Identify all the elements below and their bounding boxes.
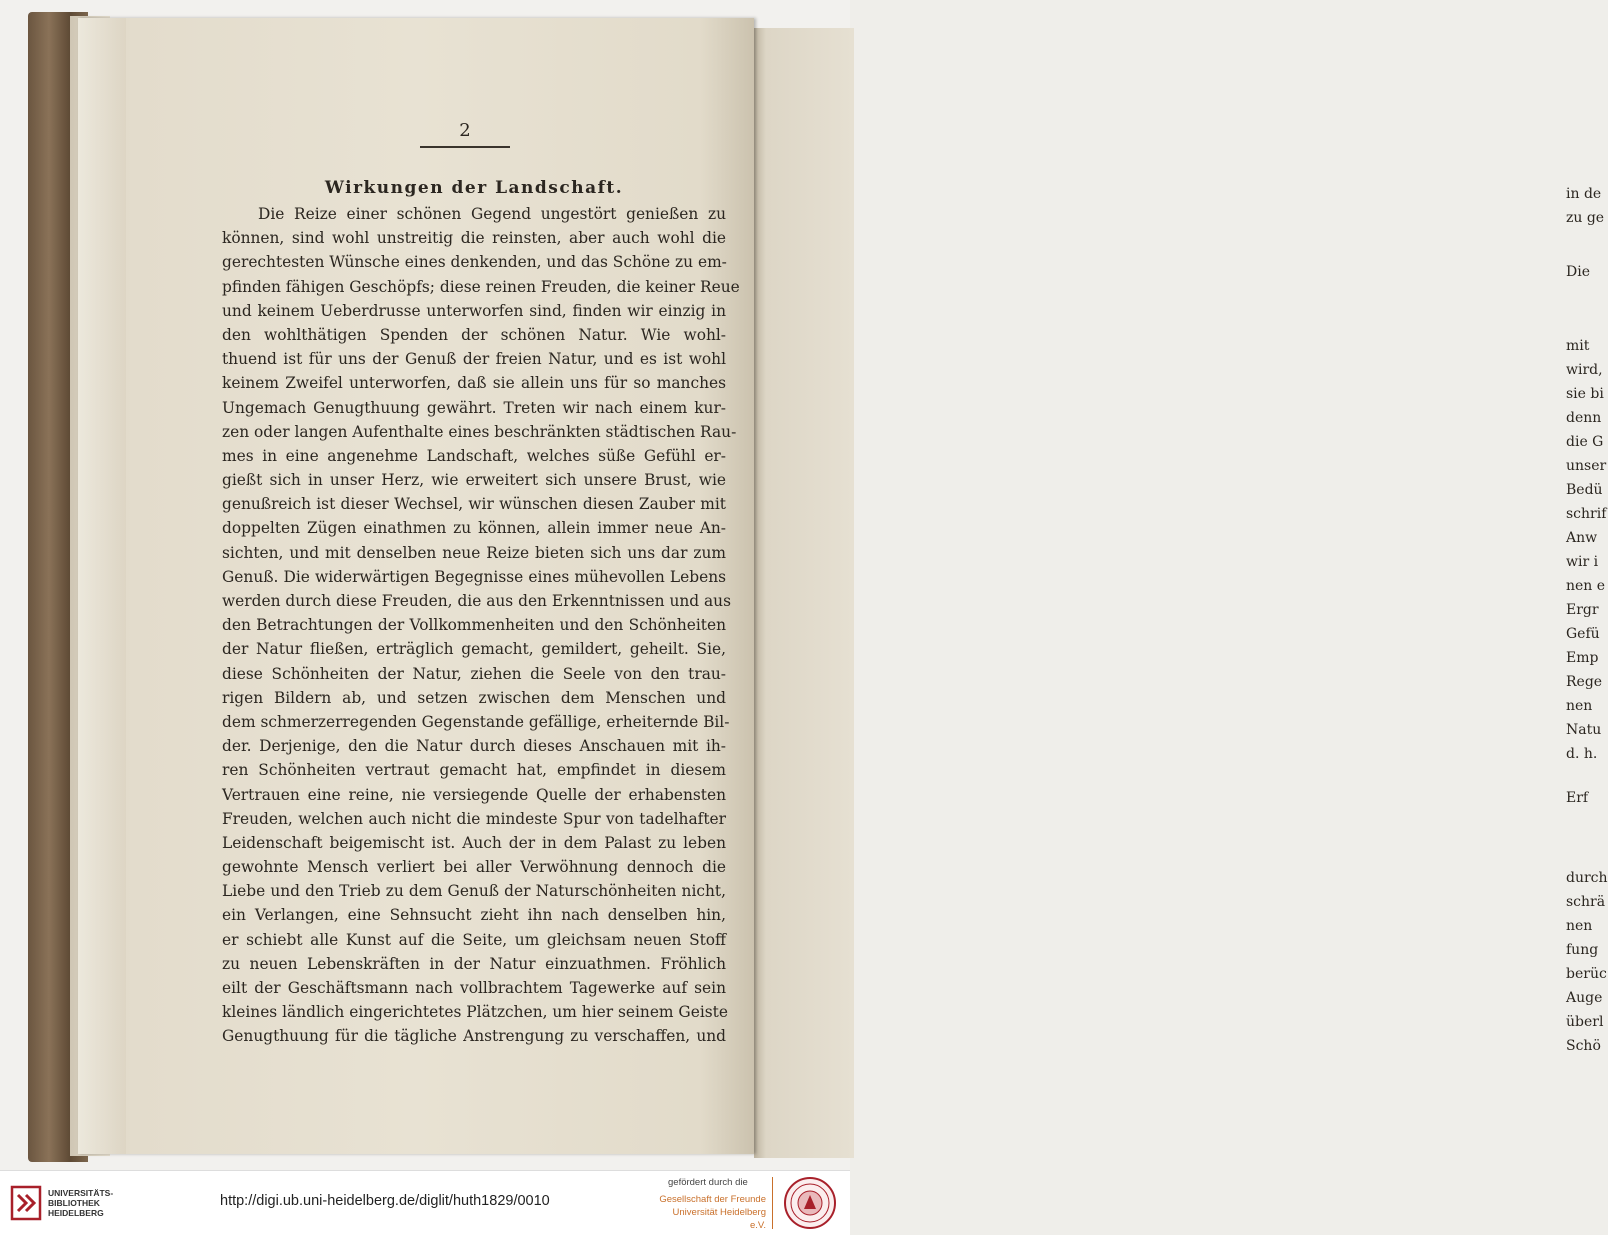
next-page-fragment: nen xyxy=(1566,698,1593,714)
next-page-fragment: berüc xyxy=(1566,966,1607,982)
sponsor-name-line2: Universität Heidelberg e.V. xyxy=(672,1207,766,1231)
text-line: Die Reize einer schönen Gegend ungestört genießen zu xyxy=(258,205,726,223)
text-line: Genugthuung für die tägliche Anstrengung zu verschaffen, und xyxy=(222,1027,726,1046)
next-page-fragment: unser xyxy=(1566,458,1607,474)
text-line: Liebe und den Trieb zu dem Genuß der Naturschönheiten nicht, xyxy=(222,882,726,901)
text-line: Freuden, welchen auch nicht die mindeste Spur von tadelhafter xyxy=(222,809,726,828)
text-line: thuend ist für uns der Genuß der freien Natur, und es ist wohl xyxy=(222,350,726,369)
next-page-fragment: in de xyxy=(1566,186,1602,202)
next-page-fragment: zu ge xyxy=(1566,210,1605,226)
chapter-heading: Wirkungen der Landschaft. xyxy=(324,178,624,198)
next-page-fragment: Bedü xyxy=(1566,482,1603,498)
next-page-fragment: Ergr xyxy=(1566,602,1599,618)
next-page-fragment: Schö xyxy=(1566,1038,1601,1054)
text-line: können, sind wohl unstreitig die reinsten, aber auch wohl die xyxy=(222,229,726,248)
next-page-fragment: Emp xyxy=(1566,650,1599,666)
next-page-fragment: Gefü xyxy=(1566,626,1600,642)
text-line: kleines ländlich eingerichtetes Plätzchen, um hier seinem Geiste xyxy=(222,1003,728,1022)
text-line: dem schmerzerregenden Gegenstande gefällige, erheiternde Bil- xyxy=(222,712,730,731)
next-page-fragment: nen e xyxy=(1566,578,1606,594)
library-name[interactable] xyxy=(48,1188,113,1218)
text-line: genußreich ist dieser Wechsel, wir wünschen diesen Zauber mit xyxy=(222,495,726,514)
next-page-fragment: Rege xyxy=(1566,674,1603,690)
next-page-fragment: schrif xyxy=(1566,506,1607,522)
page-margin-strip xyxy=(78,18,126,1154)
footer-divider xyxy=(772,1177,773,1229)
text-line: er schiebt alle Kunst auf die Seite, um gleichsam neuen Stoff xyxy=(222,930,726,949)
next-page xyxy=(754,28,1608,1158)
next-page-fragment: mit xyxy=(1566,338,1590,354)
sponsor-name[interactable] xyxy=(656,1193,766,1232)
next-page-fragment: wir i xyxy=(1566,554,1599,570)
next-page-fragment: Anw xyxy=(1566,530,1598,546)
text-line: Ungemach Genugthuung gewährt. Treten wir nach einem kur- xyxy=(222,398,726,417)
text-line: rigen Bildern ab, und setzen zwischen dem Menschen und xyxy=(222,688,726,707)
text-line: sichten, und mit denselben neue Reize bieten sich uns dar zum xyxy=(222,543,726,562)
next-page-fragment: Erf xyxy=(1566,790,1589,806)
text-line: mes in eine angenehme Landschaft, welches süße Gefühl er- xyxy=(222,446,726,465)
text-line: zen oder langen Aufenthalte eines beschränkten städtischen Rau- xyxy=(222,422,737,441)
body-text xyxy=(222,202,740,1049)
library-name-line2: BIBLIOTHEK xyxy=(48,1198,100,1208)
text-line: werden durch diese Freuden, die aus den Erkenntnissen und aus xyxy=(222,592,731,610)
text-line: und keinem Ueberdrusse unterworfen sind, finden wir einzig in xyxy=(222,301,726,320)
next-page-fragment: wird, xyxy=(1566,362,1603,378)
text-line: pfinden fähigen Geschöpfs; diese reinen Freuden, die keiner Reue xyxy=(222,277,740,296)
viewer-footer xyxy=(0,1170,850,1235)
text-line: gießt sich in unser Herz, wie erweitert sich unsere Brust, wie xyxy=(222,471,726,490)
page-number-rule xyxy=(420,146,510,148)
next-page-fragment: Die xyxy=(1566,264,1590,280)
next-page-fragment: d. h. xyxy=(1566,746,1598,762)
text-line: der. Derjenige, den die Natur durch dieses Anschauen mit ih- xyxy=(222,737,726,756)
text-line: den Betrachtungen der Vollkommenheiten und den Schönheiten xyxy=(222,616,726,635)
text-line: ren Schönheiten vertraut gemacht hat, empfindet in diesem xyxy=(222,761,726,780)
next-page-fragment: überl xyxy=(1566,1014,1604,1030)
next-page-fragment: durch xyxy=(1566,870,1608,886)
text-line: Leidenschaft beigemischt ist. Auch der in dem Palast zu leben xyxy=(222,833,726,852)
text-line: der Natur fließen, erträglich gemacht, gemildert, geheilt. Sie, xyxy=(222,640,726,659)
text-line: diese Schönheiten der Natur, ziehen die Seele von den trau- xyxy=(222,664,726,683)
next-page-fragment: nen xyxy=(1566,918,1593,934)
text-line: Vertrauen eine reine, nie versiegende Quelle der erhabensten xyxy=(222,785,726,804)
text-line: zu neuen Lebenskräften in der Natur einzuathmen. Fröhlich xyxy=(222,954,726,973)
next-page-fragment: sie bi xyxy=(1566,386,1604,402)
next-page-fragment: denn xyxy=(1566,410,1602,426)
library-name-line3: HEIDELBERG xyxy=(48,1208,104,1218)
next-page-fragment: schrä xyxy=(1566,894,1606,910)
library-name-line1: UNIVERSITÄTS- xyxy=(48,1188,114,1198)
text-line: doppelten Zügen einathmen zu können, allein immer neue An- xyxy=(222,519,726,538)
text-line: keinem Zweifel unterworfen, daß sie allein uns für so manches xyxy=(222,374,726,393)
text-line: gerechtesten Wünsche eines denkenden, und das Schöne zu em- xyxy=(222,253,727,272)
university-seal-icon[interactable] xyxy=(783,1176,837,1230)
permalink-url[interactable]: http://digi.ub.uni-heidelberg.de/diglit/huth1829/0010 xyxy=(220,1193,550,1209)
sponsor-name-line1: Gesellschaft der Freunde xyxy=(659,1194,766,1205)
next-page-fragment: Natu xyxy=(1566,722,1602,738)
text-line: Genuß. Die widerwärtigen Begegnisse eines mühevollen Lebens xyxy=(222,567,726,586)
sponsor-label: gefördert durch die xyxy=(668,1177,748,1188)
text-line: ein Verlangen, eine Sehnsucht zieht ihn nach denselben hin, xyxy=(222,906,726,925)
text-line: gewohnte Mensch verliert bei aller Verwöhnung dennoch die xyxy=(222,858,726,877)
next-page-fragment: die G xyxy=(1566,434,1604,450)
library-logo-icon[interactable] xyxy=(10,1183,42,1223)
next-page-fragment: Auge xyxy=(1566,990,1603,1006)
text-line: eilt der Geschäftsmann nach vollbrachtem Tagewerke auf sein xyxy=(222,979,726,997)
text-line: den wohlthätigen Spenden der schönen Natur. Wie wohl- xyxy=(222,325,726,344)
page-number: 2 xyxy=(459,120,471,141)
next-page-fragment: fung xyxy=(1566,942,1599,958)
